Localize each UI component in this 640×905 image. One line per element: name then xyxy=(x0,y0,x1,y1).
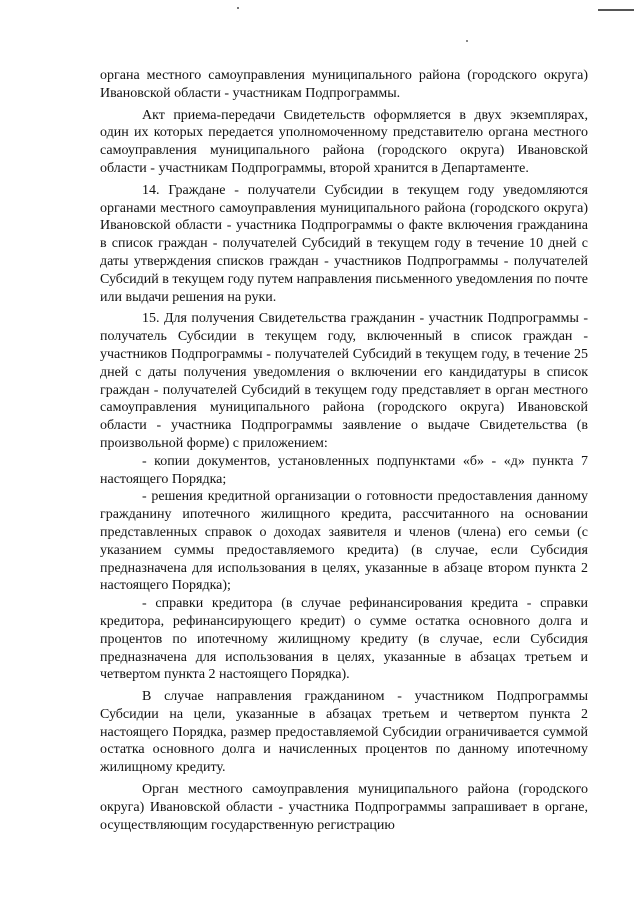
paragraph-item-14: 14. Граждане - получатели Субсидии в текущем году уведомляются органами местного самоуправления муниципального района (городского округа) Ивановской области - участника Подпрограммы о факте включения гражданина в список граждан - получателей Субсидий в текущем году в течение 10 дней с даты утверждения списков граждан - участников Подпрограммы - получателей Субсидий в текущем году путем направления письменного уведомления по почте или выдачи решения на руки. xyxy=(100,182,588,305)
document-page xyxy=(100,67,588,834)
paragraph-continuation: органа местного самоуправления муниципального района (городского округа) Ивановской области - участникам Подпрограммы. xyxy=(100,68,588,101)
paragraph-authority-request: Орган местного самоуправления муниципального района (городского округа) Ивановской области - участника Подпрограммы запрашивает в органе, осуществляющим государственную регистрацию xyxy=(100,782,588,833)
list-item-bank-decision: - решения кредитной организации о готовности предоставления данному гражданину ипотечного жилищного кредита, рассчитанного на основании представленных справок о доходах заявителя и членов (члена) его семьи (с указанием суммы предоставляемого кредита) (в случае, если Субсидия предназначена для использования в целях, указанные в абзаце втором пункта 2 настоящего Порядка); xyxy=(100,489,588,594)
scan-artifact-dot xyxy=(237,7,239,9)
paragraph-act: Акт приема-передачи Свидетельств оформляется в двух экземплярах, один их которых передается уполномоченному представителю органа местного самоуправления муниципального района (городского округа) Ивановской области - участникам Подпрограммы, второй хранится в Департаменте. xyxy=(100,107,588,176)
paragraph-item-15: 15. Для получения Свидетельства гражданин - участник Подпрограммы - получатель Субсидии в текущем году, включенный в список граждан - участников Подпрограммы - получателей Субсидий в текущем году, в течение 25 дней с даты получения уведомления о включении его кандидатуры в список граждан - получателей Субсидий в текущем году представляет в орган местного самоуправления муниципального района (городского округа) Ивановской области - участника Подпрограммы заявление о выдаче Свидетельства (в произвольной форме) с приложением: xyxy=(100,311,588,451)
scan-artifact-dot xyxy=(466,40,468,42)
list-item-documents: - копии документов, установленных подпунктами «б» - «д» пункта 7 настоящего Порядка; xyxy=(100,453,588,487)
scan-artifact-mark xyxy=(598,9,634,11)
list-item-creditor-statement: - справки кредитора (в случае рефинансирования кредита - справки кредитора, рефинансирующего кредит) о сумме остатка основного долга и процентов по ипотечному жилищному кредиту (в случае, если Субсидия предназначена для использования в целях, указанные в абзацах третьем и четвертом пункта 2 настоящего Порядка). xyxy=(100,596,588,683)
paragraph-subsidy-limit: В случае направления гражданином - участником Подпрограммы Субсидии на цели, указанные в абзацах третьем и четвертом пункта 2 настоящего Порядка, размер предоставляемой Субсидии ограничивается суммой остатка основного долга и начисленных процентов по данному ипотечному жилищному кредиту. xyxy=(100,689,588,776)
